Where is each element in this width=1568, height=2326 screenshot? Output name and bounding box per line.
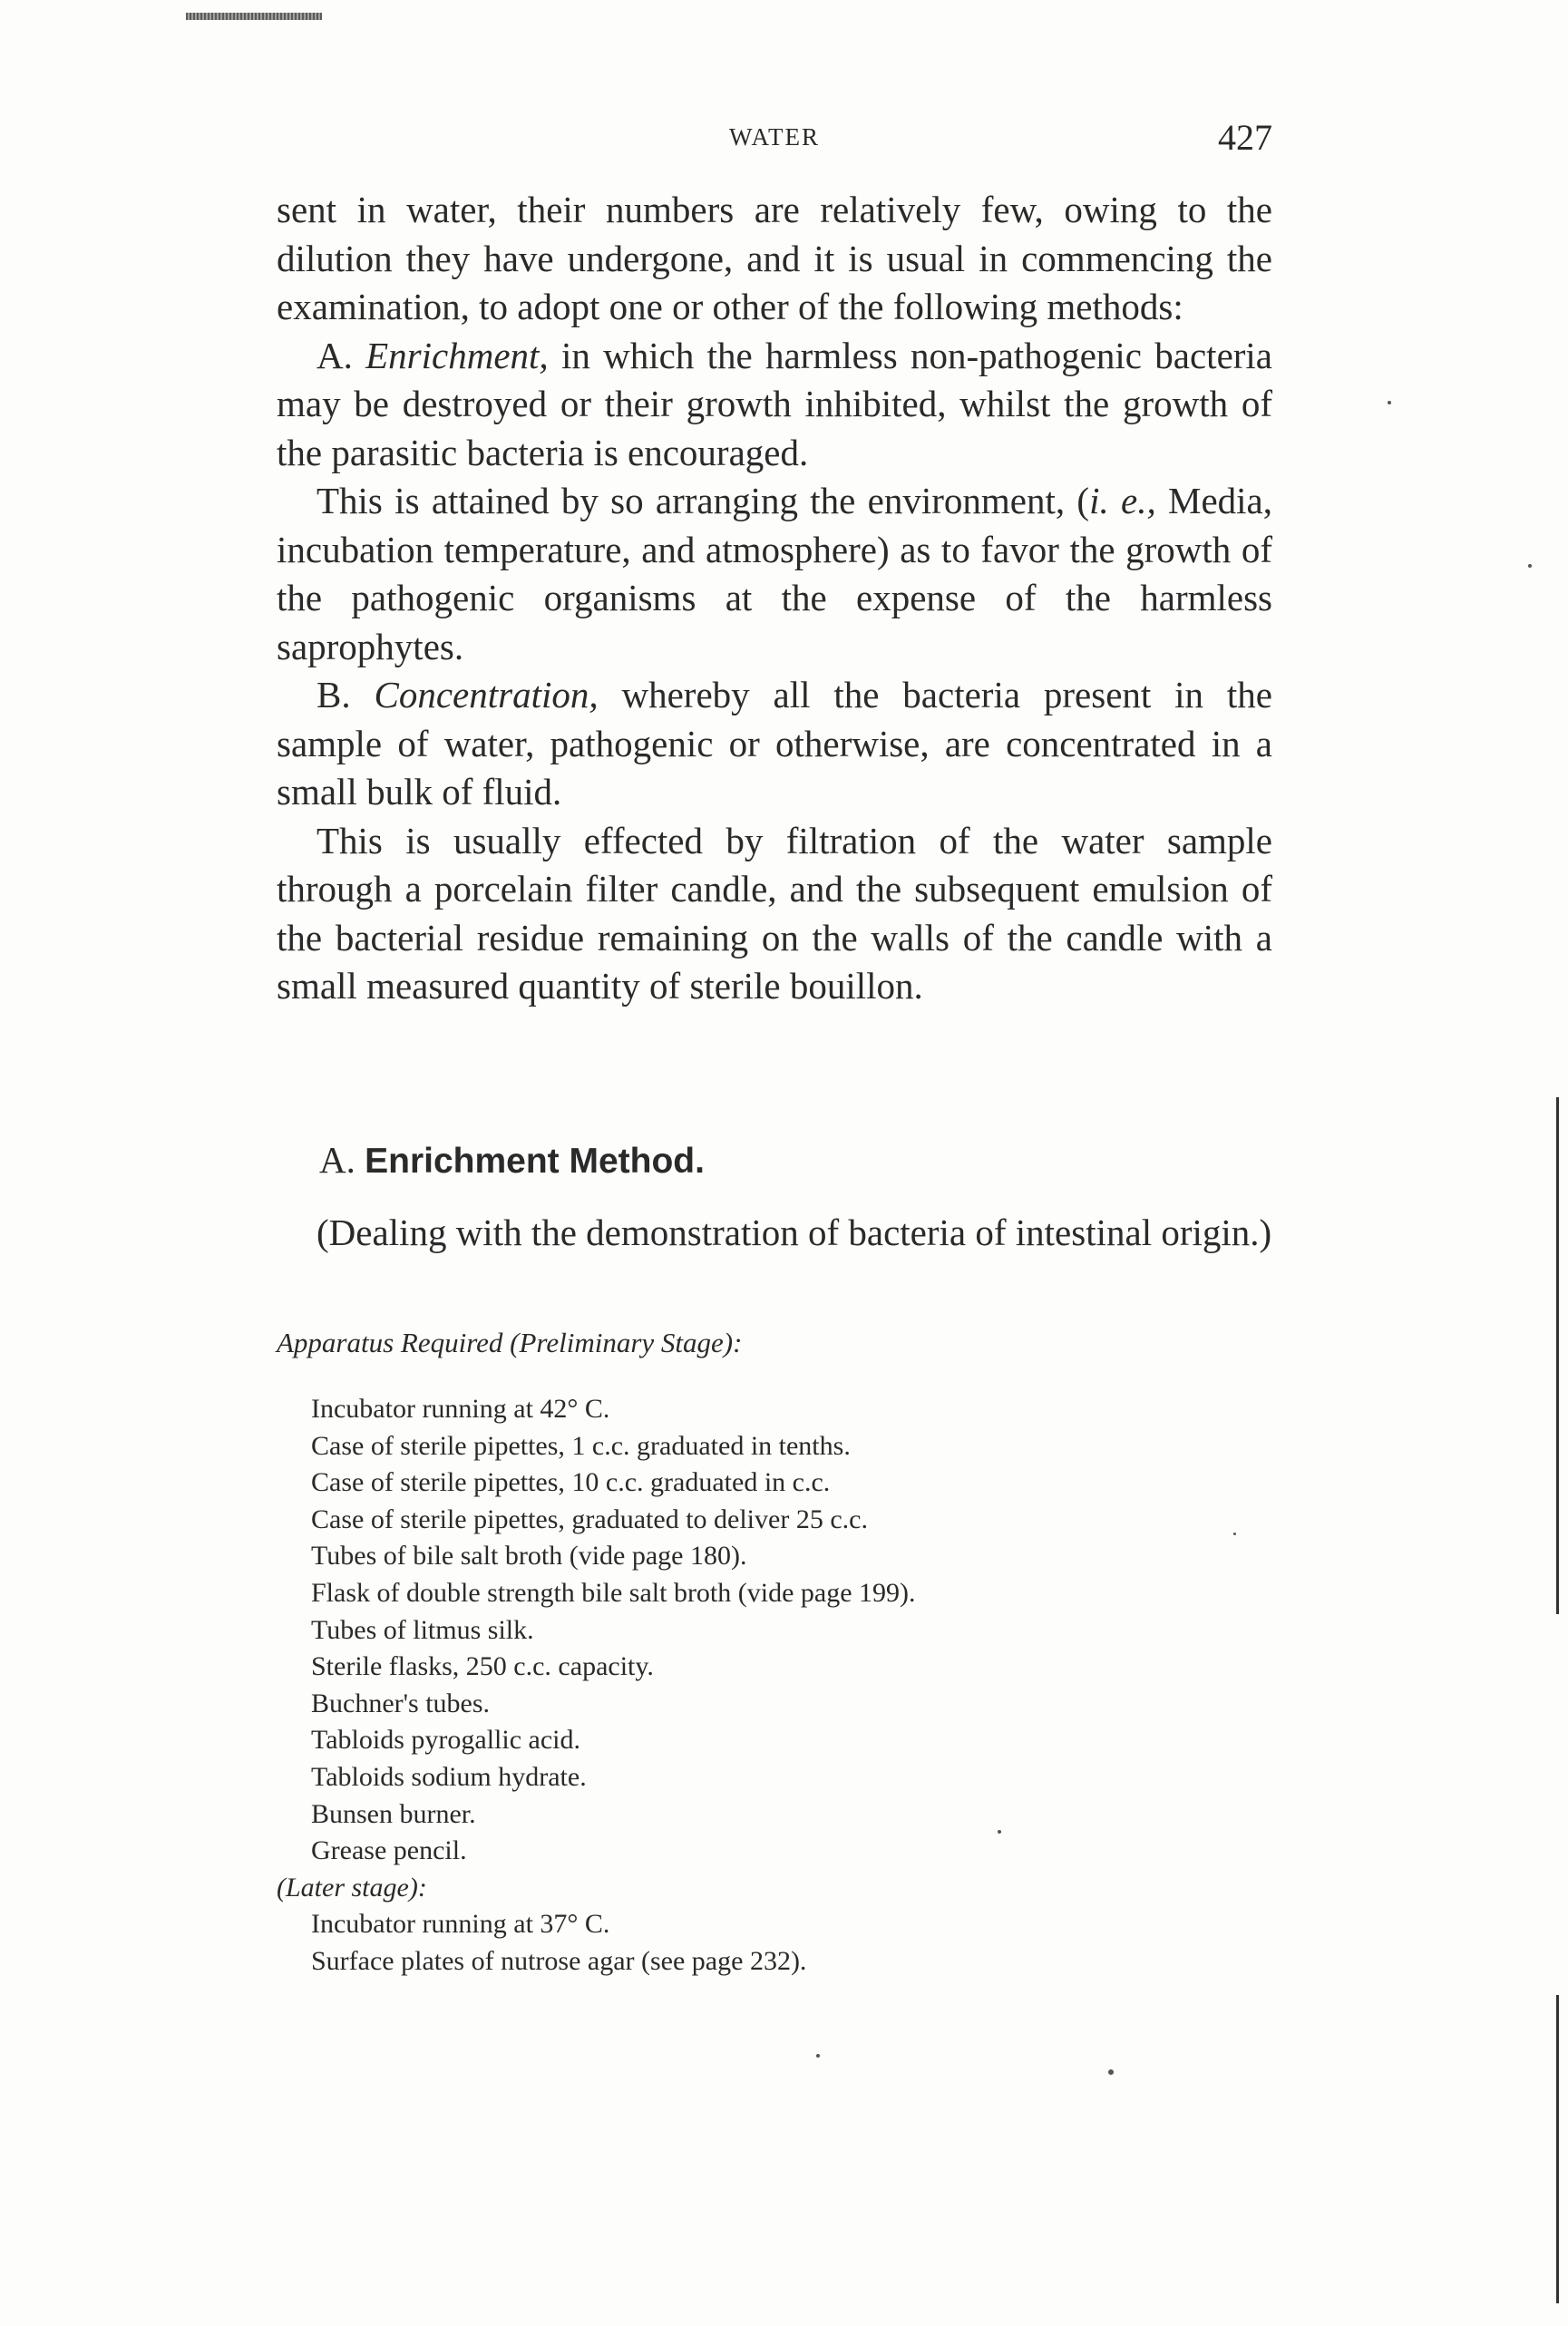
scan-speck: [816, 2054, 820, 2058]
running-head: WATER: [729, 123, 820, 151]
page-header: [277, 116, 1272, 161]
list-item: Surface plates of nutrose agar (see page 232).: [311, 1945, 807, 1976]
paragraph-label: B.: [317, 674, 351, 715]
list-item: Sterile flasks, 250 c.c. capacity.: [311, 1651, 654, 1682]
paragraph-concentration: [277, 671, 1272, 817]
scan-speck: [1108, 2069, 1114, 2075]
apparatus-list: [277, 1391, 916, 1981]
section-label: A.: [319, 1139, 355, 1181]
list-item: Tubes of bile salt broth (vide page 180).: [311, 1541, 747, 1572]
list-item: Case of sterile pipettes, graduated to deliver 25 c.c.: [311, 1504, 868, 1534]
list-item: Incubator running at 42° C.: [311, 1394, 610, 1424]
scan-speck: [1233, 1533, 1236, 1535]
paragraph-enrichment: [277, 332, 1272, 478]
apparatus-title: Apparatus Required (Preliminary Stage):: [277, 1327, 743, 1358]
list-item: Tubes of litmus silk.: [311, 1614, 534, 1645]
scan-speck: [1528, 564, 1532, 568]
section-note: [277, 1209, 1272, 1258]
section-heading: [319, 1138, 705, 1182]
body-text: [277, 186, 1272, 1011]
list-item: Incubator running at 37° C.: [311, 1909, 610, 1940]
list-item: Buchner's tubes.: [311, 1688, 491, 1718]
scan-edge-line: [1556, 1995, 1559, 2303]
list-item: Bunsen burner.: [311, 1798, 476, 1829]
term: Enrichment,: [365, 334, 549, 376]
list-item: Tabloids sodium hydrate.: [311, 1761, 587, 1792]
scan-artifact: [186, 13, 322, 20]
paragraph: This is usually effected by filtration of the water sample through a porcelain filter candle, and the subsequent emulsion of the bacterial residue remaining on the walls of the candle with a small measured quantity of sterile bouillon.: [277, 819, 1272, 1007]
list-item: Case of sterile pipettes, 1 c.c. graduated in tenths.: [311, 1430, 851, 1461]
paragraph-text: Media, incubation temperature, and atmosphere) as to favor the growth of the pathogenic organisms at the expense of the harmless saprophytes.: [277, 480, 1273, 667]
paragraph-label: A.: [317, 334, 353, 376]
scan-speck: [1388, 401, 1391, 404]
later-stage-title: (Later stage):: [277, 1872, 427, 1903]
scan-edge-line: [1556, 1097, 1559, 1614]
paragraph: sent in water, their numbers are relatively few, owing to the dilution they have undergone, and it is usual in commencing the examination, to adopt one or other of the following methods:: [277, 189, 1272, 327]
paragraph-text: in which the harmless non-pathogenic bacteria may be destroyed or their growth inhibited, whilst the growth of the parasitic bacteria is encouraged.: [277, 334, 1273, 473]
page-number: 427: [1218, 117, 1272, 158]
paragraph-text: whereby all the bacteria present in the sample of water, pathogenic or otherwise, are concentrated in a small bulk of fluid.: [277, 674, 1273, 813]
term: Concentration,: [374, 674, 599, 715]
section-note-text: (Dealing with the demonstration of bacteria of intestinal origin.): [317, 1212, 1272, 1253]
list-item: Flask of double strength bile salt broth (vide page 199).: [311, 1577, 916, 1608]
list-item: Case of sterile pipettes, 10 c.c. graduated in c.c.: [311, 1467, 831, 1498]
term: i. e.,: [1089, 480, 1156, 521]
list-item: Tabloids pyrogallic acid.: [311, 1725, 580, 1756]
paragraph-text: This is attained by so arranging the environment, (: [317, 480, 1090, 521]
section-title: Enrichment Method.: [365, 1142, 705, 1181]
scan-speck: [998, 1830, 1001, 1834]
paragraph: [277, 477, 1272, 671]
list-item: Grease pencil.: [311, 1835, 467, 1866]
